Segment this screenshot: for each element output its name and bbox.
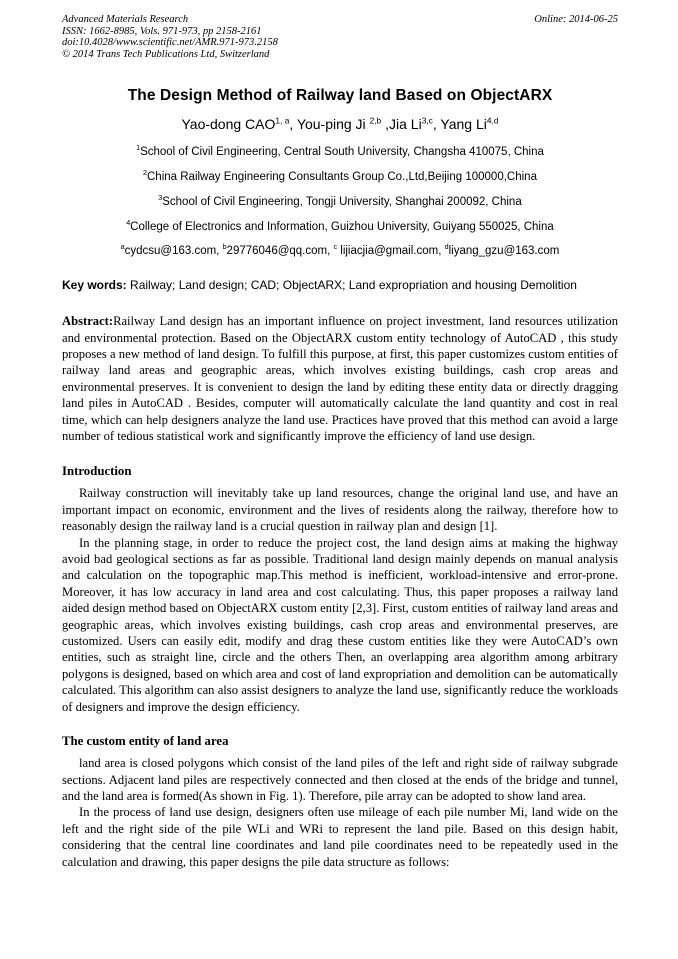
author-name: Jia Li <box>389 116 422 133</box>
intro-paragraph-2: In the planning stage, in order to reduce the project cost, the land design aims at making the highway avoid bad geological sections as far as possible. Traditional land design mainly depends on manual analysis and calculation on the topographic map.This method is inefficient, workload-intensive and error-prone. Moreover, it has low accuracy in land area and cost calculating. Thus, this paper proposes a railway land aided design method based on ObjectARX custom entity [2,3]. First, custom entities of railway land areas and geographic areas, which involves existing buildings, cash crop areas and environmental preserves, are customized. Users can easily edit, modify and drag these custom entities like they were AutoCAD’s own entities, such as straight line, circle and the others Then, an overlapping area algorithm among arbitrary polygons is designed, based on which area and cost of land expropriation and demolition can be automatically calculated. This algorithm can also assist designers to analyze the land use, significantly reduce the workloads of designers and improve the design efficiency. <box>62 535 618 714</box>
author-superscript: 1, a <box>275 115 290 126</box>
email: $^d$liyang_gzu@163.com <box>444 243 560 258</box>
author-superscript: 2,b <box>369 115 382 126</box>
section-heading-introduction: Introduction <box>62 464 132 479</box>
affiliation-line: $^1$School of Civil Engineering, Central South University, Changsha 410075, China <box>136 144 544 158</box>
author-superscript: 4,d <box>486 115 499 126</box>
affiliation-line: $^3$School of Civil Engineering, Tongji University, Shanghai 200092, China <box>158 193 522 208</box>
author <box>181 116 289 132</box>
author: ,Jia Li$^{3,c}$ <box>381 115 433 133</box>
journal-name: Advanced Materials Research <box>62 14 189 25</box>
author-name: You-ping Ji <box>296 116 370 133</box>
emails-line <box>62 237 618 262</box>
custom-entity-paragraph-2: In the process of land use design, designers often use mileage of each pile number Mi, land wide on the left and the right side of the pile WLi and WRi to represent the land pile. Based on this design habit, considering that the central line coordinates and land pile coordinates need to be repeatedly used in the calculation and drawing, this paper designs the pile data structure as follows: <box>62 805 618 869</box>
author-name: Yao-dong CAO <box>181 116 276 133</box>
authors-line <box>62 115 618 132</box>
email: $^c$ lijiacjia@gmail.com, <box>333 243 445 258</box>
journal-copyright-line: © 2014 Trans Tech Publications Ltd, Switzerland <box>62 48 270 60</box>
intro-paragraph-1: Railway construction will inevitably take up land resources, change the original land use, and have an important impact on economic, environment and the lives of residents along the railway, therefore how to reasonably design the railway land is a crucial question in railway plan and design [1]. <box>62 486 618 534</box>
custom-entity-paragraph-1: land area is closed polygons which consist of the land piles of the left and right side of railway subgrade sections. Adjacent land piles are respectively connected and then closed at the ends of the bridge and tunnel, and the land area is formed(As shown in Fig. 1). Therefore, pile array can be adopted to show land area. <box>62 756 618 803</box>
journal-info-block <box>62 14 278 60</box>
journal-issn-line: ISSN: 1662-8985, Vols. 971-973, pp 2158-2161 <box>62 25 262 37</box>
affiliations-block <box>62 138 618 262</box>
author: , You-ping Ji $^{2,b}$ <box>289 115 382 133</box>
affiliation-line: $^2$China Railway Engineering Consultants Group Co.,Ltd,Beijing 100000,China <box>143 168 537 183</box>
journal-header <box>62 14 618 60</box>
author-superscript: 3,c <box>421 115 433 126</box>
author: , Yang Li$^{4,d}$ <box>432 115 499 133</box>
section-heading-custom-entity: The custom entity of land area <box>62 734 229 749</box>
abstract-label: Abstract: <box>62 314 114 329</box>
journal-doi-line: doi:10.4028/www.scientific.net/AMR.971-973.2158 <box>62 37 278 49</box>
abstract-text: Railway Land design has an important influence on project investment, land resources utilization and environmental protection. Based on the ObjectARX custom entity technology of AutoCAD , this study proposes a new method of land design. To fulfill this purpose, at first, this paper customizes custom entities of railway land areas and geographic areas, which involves existing buildings, cash crop areas and environmental preserves. It is convenient to design the land by editing these entity data or directly dragging land piles in AutoCAD . Besides, computer will automatically calculate the land quantity and cost in real time, which can help designers analyze the land use. Practices have proved that this method can avoid a large number of tedious statistical work and significantly improve the efficiency of land use design. <box>62 314 618 444</box>
keywords-label: Key words: <box>62 278 127 293</box>
online-date: Online: 2014-06-25 <box>534 14 618 25</box>
paper-title: The Design Method of Railway land Based on ObjectARX <box>127 87 553 105</box>
keywords-text: Railway; Land design; CAD; ObjectARX; Land expropriation and housing Demolition <box>126 278 577 293</box>
email: $^a$cydcsu@163.com, <box>120 243 223 258</box>
affiliation-line: $^4$College of Electronics and Information, Guizhou University, Guiyang 550025, China <box>126 218 554 233</box>
email: $^b$29776046@qq.com, <box>222 243 334 258</box>
author-name: Yang Li <box>440 116 487 133</box>
keywords-line <box>62 278 618 293</box>
abstract-paragraph <box>62 313 618 444</box>
